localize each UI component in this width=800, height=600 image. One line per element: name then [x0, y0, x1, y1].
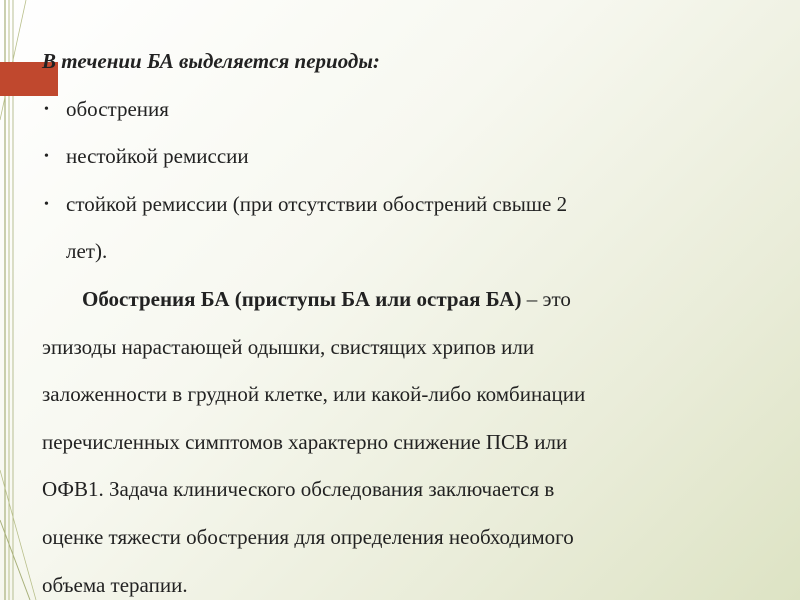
slide-heading: В течении БА выделяется периоды:	[42, 49, 380, 73]
paragraph-lead-bold: Обострения БА (приступы БА или острая БА)	[82, 286, 522, 311]
list-item	[42, 181, 772, 229]
slide-content	[42, 38, 772, 600]
bullet-icon: •	[44, 101, 49, 117]
list-item-text: обострения	[66, 96, 169, 121]
paragraph-line: оценке тяжести обострения для определения необходимого	[42, 524, 574, 549]
list-item-text: стойкой ремиссии (при отсутствии обострений свыше 2	[66, 191, 568, 216]
paragraph-line: ОФВ1. Задача клинического обследования заключается в	[42, 477, 555, 502]
list-item-text: нестойкой ремиссии	[66, 144, 249, 169]
paragraph-line: эпизоды нарастающей одышки, свистящих хрипов или	[42, 334, 535, 359]
list-item-text: лет).	[66, 239, 108, 264]
list-item-continuation	[42, 228, 772, 276]
definition-paragraph	[42, 276, 772, 324]
paragraph-line: заложенности в грудной клетке, или какой-либо комбинации	[42, 382, 586, 407]
list-item	[42, 133, 772, 181]
paragraph-line	[42, 276, 772, 324]
bullet-icon: •	[44, 196, 49, 212]
bullet-icon: •	[44, 149, 49, 165]
list-item	[42, 86, 772, 134]
paragraph-line: объема терапии.	[42, 572, 188, 597]
paragraph-line-text: – это	[521, 286, 571, 311]
paragraph-line: перечисленных симптомов характерно снижение ПСВ или	[42, 429, 568, 454]
